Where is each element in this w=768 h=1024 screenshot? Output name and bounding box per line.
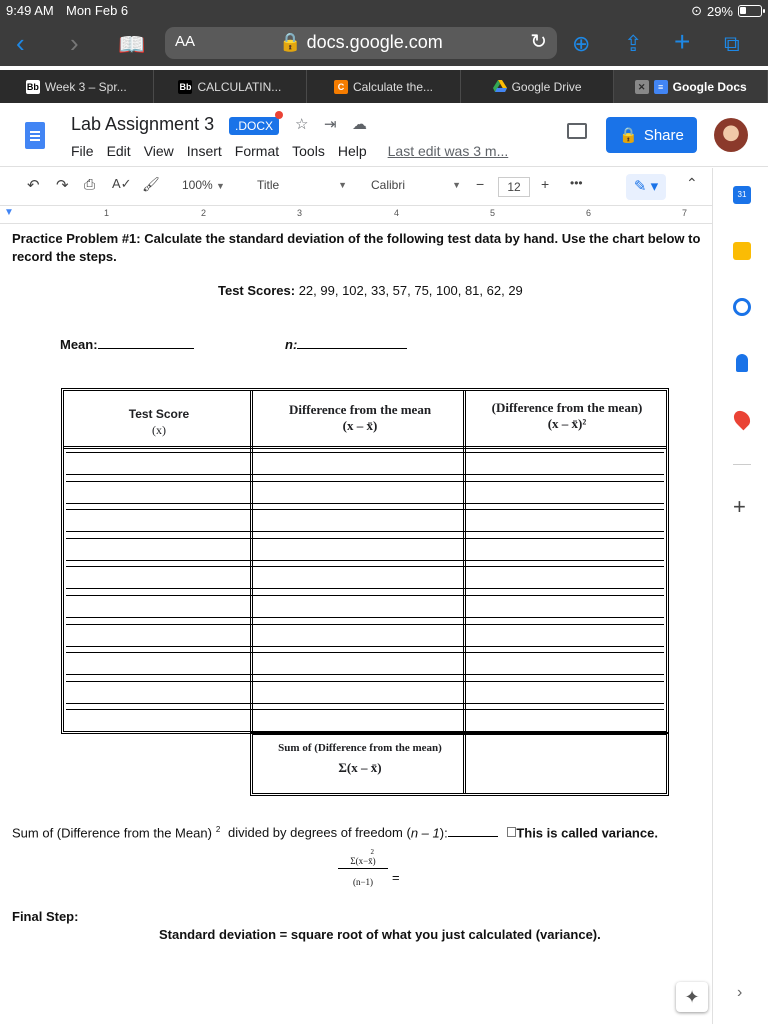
- menu-insert[interactable]: Insert: [186, 143, 222, 159]
- menu-bar: [71, 143, 508, 159]
- tab-calculate[interactable]: C Calculate the...: [307, 70, 461, 103]
- table-row[interactable]: [66, 624, 664, 625]
- table-row[interactable]: [66, 595, 664, 596]
- edit-toolbar: [0, 168, 712, 206]
- document-page[interactable]: [0, 224, 712, 1024]
- text-size-button[interactable]: AA: [175, 33, 196, 50]
- menu-help[interactable]: Help: [337, 143, 367, 159]
- tabs-overview-icon[interactable]: ⧉: [724, 31, 740, 56]
- collapse-toolbar-icon[interactable]: ⌃: [686, 175, 698, 191]
- font-select[interactable]: Calibri ▼: [371, 178, 461, 192]
- table-row[interactable]: [66, 709, 664, 710]
- docx-badge[interactable]: .DOCX: [229, 117, 279, 135]
- editing-mode-icon[interactable]: ✎ ▾: [626, 174, 666, 200]
- menu-format[interactable]: Format: [234, 143, 280, 159]
- address-bar[interactable]: [165, 27, 557, 59]
- ruler-number: 1: [104, 208, 110, 218]
- new-tab-icon[interactable]: +: [674, 26, 691, 57]
- close-tab-icon[interactable]: ✕: [635, 80, 649, 94]
- problem-heading: Practice Problem #1: Calculate the standard deviation of the following test data by hand. Use the chart below to record the steps.: [12, 231, 701, 264]
- header-difference-squared: (Difference from the mean) (x – x̄)²: [491, 400, 643, 431]
- table-row-border: [66, 617, 664, 618]
- table-row-border: [66, 588, 664, 589]
- paint-format-icon[interactable]: 🖌: [142, 176, 160, 192]
- add-addon-icon[interactable]: +: [733, 494, 746, 519]
- more-options-button[interactable]: •••: [570, 176, 583, 190]
- print-icon[interactable]: ⎙: [84, 176, 96, 192]
- table-row-border: [66, 531, 664, 532]
- table-row[interactable]: [66, 566, 664, 567]
- final-step-text: Standard deviation = square root of what you just calculated (variance).: [159, 927, 601, 942]
- mean-field[interactable]: Mean:: [60, 337, 194, 352]
- tab-google-drive[interactable]: Google Drive: [461, 70, 615, 103]
- star-icon[interactable]: ☆: [295, 116, 309, 133]
- blackboard-icon: Bb: [26, 81, 39, 92]
- header-test-score: Test Score (x): [128, 407, 190, 437]
- ruler-number: 4: [394, 208, 400, 218]
- explore-icon[interactable]: ✦: [676, 982, 708, 1012]
- ruler-number: 7: [682, 208, 688, 218]
- table-row[interactable]: [66, 452, 664, 453]
- docs-icon: ≡: [654, 80, 668, 94]
- table-row[interactable]: [66, 652, 664, 653]
- share-button[interactable]: 🔒 Share: [606, 117, 697, 153]
- back-icon[interactable]: ‹: [16, 28, 25, 58]
- comment-history-icon[interactable]: [567, 123, 587, 139]
- move-folder-icon[interactable]: ⇥: [324, 116, 337, 133]
- status-time: 9:49 AM: [6, 3, 54, 18]
- table-frame: [61, 388, 669, 734]
- blackboard-icon: Bb: [179, 81, 192, 92]
- zoom-select[interactable]: 100% ▼: [182, 178, 225, 192]
- header-divider: [64, 446, 666, 449]
- menu-file[interactable]: File: [71, 143, 94, 159]
- docs-header: [0, 103, 768, 167]
- forward-icon[interactable]: ›: [70, 28, 79, 58]
- maps-icon[interactable]: [731, 408, 754, 431]
- cloud-status-icon[interactable]: ☁: [352, 116, 367, 133]
- battery-icon: [738, 5, 762, 17]
- ruler-number: 5: [490, 208, 496, 218]
- table-row-border: [66, 474, 664, 475]
- tab-bar: [0, 70, 768, 103]
- status-date: Mon Feb 6: [66, 3, 129, 18]
- table-col-divider: [250, 391, 253, 731]
- document-title[interactable]: Lab Assignment 3: [71, 114, 215, 134]
- calendar-icon[interactable]: 31: [733, 186, 751, 204]
- fraction: 2 Σ(x−x̄) (n−1): [338, 848, 388, 887]
- expand-panel-icon[interactable]: ›: [737, 984, 743, 1001]
- test-scores-line: Test Scores: 22, 99, 102, 33, 57, 75, 100, 81, 62, 29: [218, 283, 523, 298]
- table-row-border: [66, 646, 664, 647]
- table-col-divider: [463, 391, 466, 731]
- fraction-equals: =: [392, 870, 400, 885]
- avatar[interactable]: [714, 118, 748, 152]
- style-select[interactable]: Title ▼: [257, 178, 347, 192]
- decrease-font-button[interactable]: −: [476, 176, 485, 192]
- contacts-icon[interactable]: [736, 354, 748, 372]
- spellcheck-icon[interactable]: A✓: [112, 176, 132, 191]
- ruler[interactable]: [0, 206, 712, 224]
- keep-icon[interactable]: [733, 242, 751, 260]
- table-row[interactable]: [66, 681, 664, 682]
- n-field[interactable]: n:: [285, 337, 407, 352]
- menu-tools[interactable]: Tools: [292, 143, 325, 159]
- table-row-border: [66, 560, 664, 561]
- ruler-number: 6: [586, 208, 592, 218]
- side-panel: [712, 168, 768, 1024]
- last-edit-link[interactable]: Last edit was 3 m...: [387, 143, 509, 159]
- tasks-icon[interactable]: [733, 298, 751, 316]
- url-text: 🔒 docs.google.com: [279, 32, 443, 52]
- table-row[interactable]: [66, 509, 664, 510]
- drive-icon: [493, 80, 507, 94]
- browser-toolbar: [0, 22, 768, 66]
- link-icon: ⊙: [691, 3, 702, 18]
- sum-label: Sum of (Difference from the mean) Σ(x – x̄): [278, 742, 442, 775]
- checkbox-icon[interactable]: [507, 827, 516, 837]
- battery-indicator: [691, 3, 762, 19]
- table-row[interactable]: [66, 481, 664, 482]
- bookmarks-icon[interactable]: 📖: [118, 32, 146, 57]
- share-sheet-icon[interactable]: ⇪: [624, 31, 643, 56]
- variance-line: Sum of (Difference from the Mean) $^2$ divided by degrees of freedom (n – 1): This is called variance.: [12, 825, 658, 841]
- undo-icon[interactable]: ↶: [27, 177, 40, 194]
- table-row-border: [66, 703, 664, 704]
- status-bar: [0, 0, 768, 22]
- redo-icon[interactable]: ↷: [56, 177, 69, 194]
- tab-week3[interactable]: Bb Week 3 – Spr...: [0, 70, 154, 103]
- docs-logo-icon[interactable]: [25, 122, 45, 149]
- ruler-number: 2: [201, 208, 207, 218]
- table-row-border: [66, 503, 664, 504]
- header-difference: Difference from the mean (x – x̄): [288, 402, 432, 433]
- notification-dot: [275, 111, 283, 119]
- table-row[interactable]: [66, 538, 664, 539]
- final-step-label: Final Step:: [12, 909, 79, 924]
- reload-icon[interactable]: ↻: [530, 31, 547, 53]
- menu-edit[interactable]: Edit: [106, 143, 131, 159]
- lock-icon: 🔒: [619, 127, 638, 144]
- tab-calculating[interactable]: Bb CALCULATIN...: [154, 70, 308, 103]
- variance-answer-field[interactable]: [448, 836, 498, 837]
- download-icon[interactable]: ⊕: [572, 31, 591, 56]
- indent-marker-icon[interactable]: ▼: [4, 207, 14, 218]
- ruler-number: 3: [297, 208, 303, 218]
- side-divider: [733, 464, 751, 465]
- font-size-input[interactable]: 12: [498, 177, 530, 197]
- increase-font-button[interactable]: +: [541, 176, 550, 192]
- menu-view[interactable]: View: [143, 143, 174, 159]
- table-row-border: [66, 674, 664, 675]
- battery-percent: 29%: [706, 3, 733, 19]
- chegg-icon: C: [334, 80, 348, 94]
- tab-google-docs[interactable]: ✕ ≡ Google Docs: [614, 70, 768, 103]
